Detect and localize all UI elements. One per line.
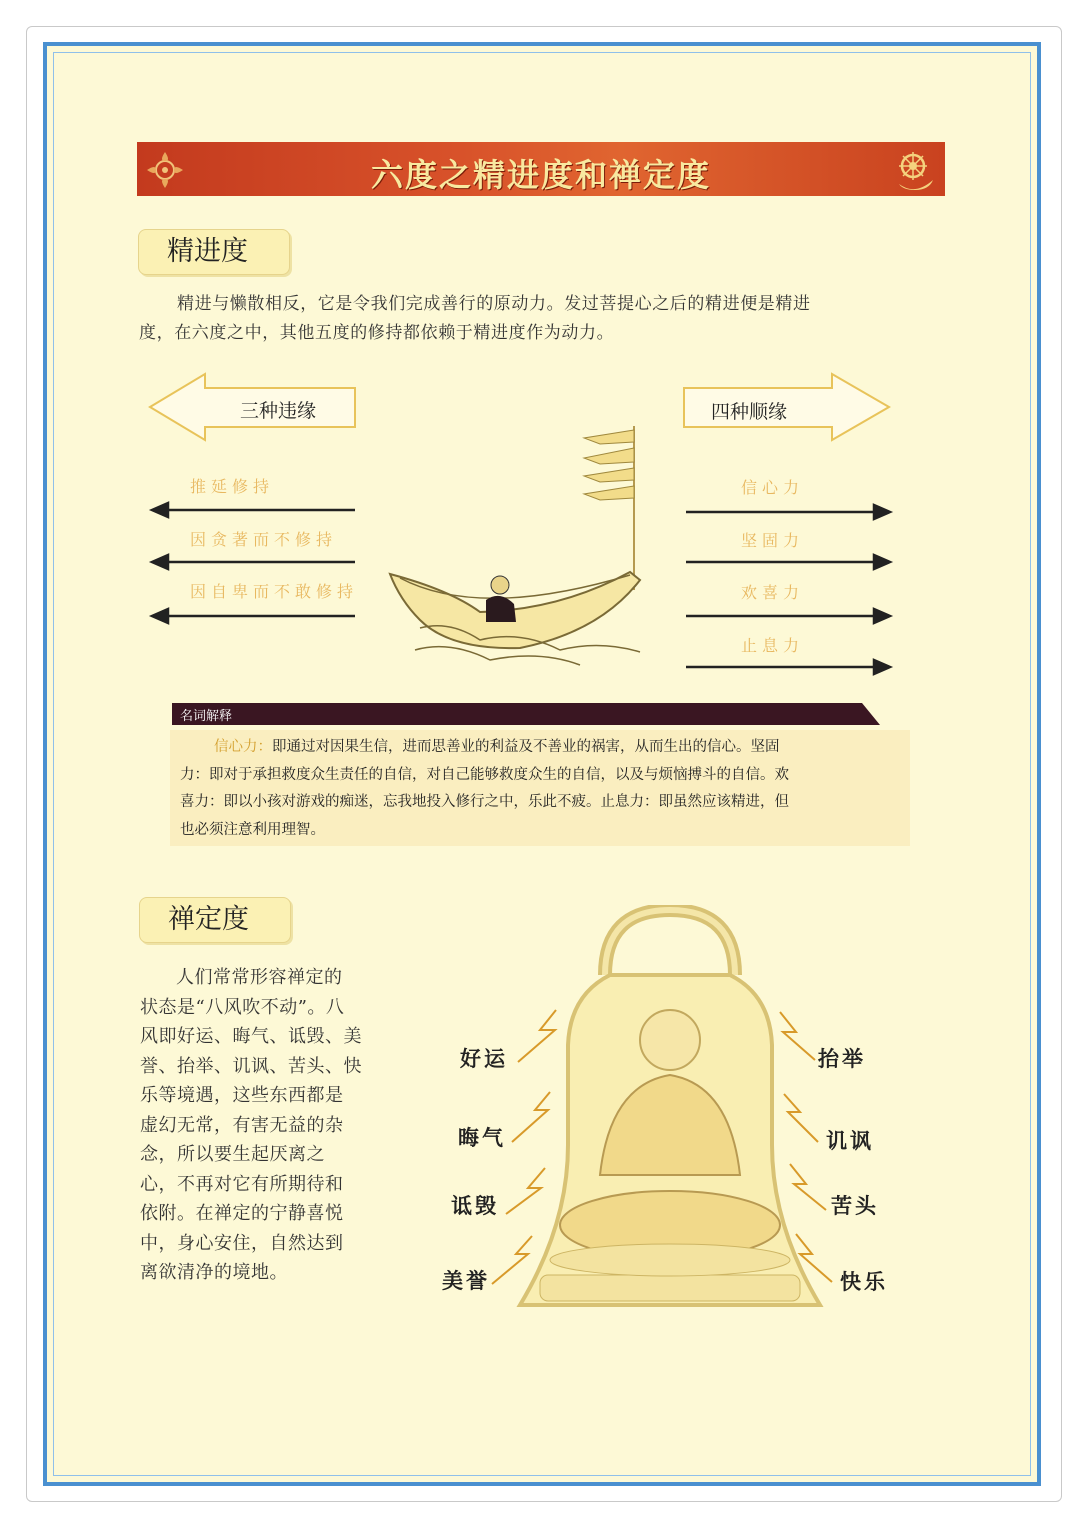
wind-label: 抬举 bbox=[818, 1046, 866, 1071]
obstacle-item: 推延修持 bbox=[190, 477, 275, 496]
wind-label: 讥讽 bbox=[826, 1128, 874, 1153]
favorable-box-label: 四种顺缘 bbox=[711, 401, 788, 423]
para-line: 风即好运、晦气、诋毁、美 bbox=[140, 1026, 362, 1047]
para-line: 虚幻无常，有害无益的杂 bbox=[140, 1114, 344, 1136]
wind-label: 美誉 bbox=[442, 1268, 490, 1293]
obstacle-item: 因贪著而不修持 bbox=[190, 530, 338, 549]
para-line: 离欲清净的境地。 bbox=[140, 1262, 288, 1283]
para-line: 依附。在禅定的宁静喜悦 bbox=[140, 1203, 344, 1224]
favorable-item: 止息力 bbox=[741, 636, 805, 655]
para-line: 中，身心安住，自然达到 bbox=[140, 1232, 344, 1254]
glossary-line: 即通过对因果生信，进而思善业的利益及不善业的祸害，从而生出的信心。坚固 bbox=[272, 739, 780, 755]
favorable-item: 坚固力 bbox=[741, 531, 805, 550]
glossary-term: 信心力： bbox=[214, 739, 272, 755]
obstacle-item: 因自卑而不敢修持 bbox=[190, 582, 359, 601]
wind-label: 苦头 bbox=[831, 1193, 879, 1218]
intro-line-1: 精进与懒散相反，它是令我们完成善行的原动力。发过菩提心之后的精进便是精进 bbox=[177, 294, 811, 314]
wind-label: 好运 bbox=[460, 1046, 508, 1071]
glossary-line: 力：即对于承担救度众生责任的自信，对自己能够救度众生的自信，以及与烦恼搏斗的自信。欢 bbox=[180, 766, 789, 783]
wind-label: 诋毁 bbox=[451, 1193, 499, 1218]
para-line: 誉、抬举、讥讽、苦头、快 bbox=[140, 1055, 362, 1077]
para-line: 状态是“八风吹不动”。八 bbox=[140, 996, 345, 1018]
glossary-title: 名词解释 bbox=[180, 709, 233, 724]
page-title: 六度之精进度和禅定度 bbox=[370, 156, 711, 194]
obstacles-box-label: 三种违缘 bbox=[240, 400, 317, 422]
favorable-item: 欢喜力 bbox=[741, 583, 805, 602]
section-heading-jingjin: 精进度 bbox=[138, 229, 290, 275]
section-heading-chanding: 禅定度 bbox=[139, 897, 291, 943]
para-line: 乐等境遇，这些东西都是 bbox=[140, 1085, 344, 1106]
glossary-line: 也必须注意利用理智。 bbox=[180, 821, 325, 838]
favorable-item: 信心力 bbox=[741, 478, 805, 497]
wind-label: 晦气 bbox=[458, 1125, 506, 1150]
para-line: 人们常常形容禅定的 bbox=[176, 967, 343, 988]
intro-line-2: 度，在六度之中，其他五度的修持都依赖于精进度作为动力。 bbox=[139, 323, 615, 343]
para-line: 念，所以要生起厌离之 bbox=[140, 1144, 325, 1165]
glossary-line: 喜力：即以小孩对游戏的痴迷，忘我地投入修行之中，乐此不疲。止息力：即虽然应该精进，但 bbox=[180, 794, 789, 810]
para-line: 心，不再对它有所期待和 bbox=[140, 1173, 344, 1195]
wind-label: 快乐 bbox=[840, 1269, 888, 1294]
